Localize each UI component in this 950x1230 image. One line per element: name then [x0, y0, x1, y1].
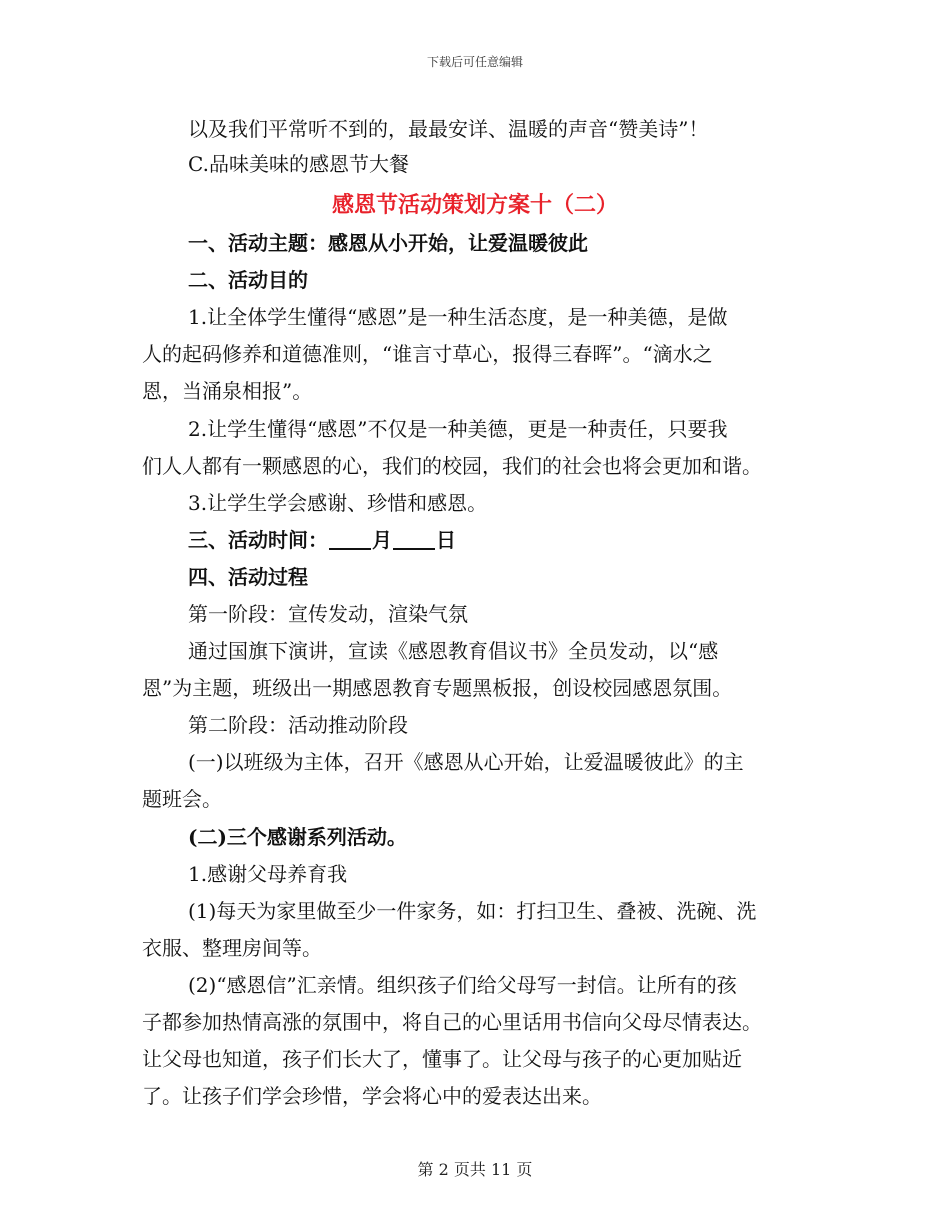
time-label: 三、活动时间：	[188, 528, 328, 552]
body-line: C.品味美味的感恩节大餐	[188, 152, 409, 176]
body-line: 了。让孩子们学会珍惜，学会将心中的爱表达出来。	[142, 1084, 602, 1108]
body-line: (一)以班级为主体，召开《感恩从心开始，让爱温暖彼此》的主	[188, 750, 744, 774]
heading-theme: 一、活动主题：感恩从小开始，让爱温暖彼此	[188, 231, 588, 255]
body-line: 1.让全体学生懂得“感恩”是一种生活态度，是一种美德，是做	[188, 305, 728, 329]
body-line: 通过国旗下演讲，宣读《感恩教育倡议书》全员发动，以“感	[188, 639, 719, 663]
heading-time	[188, 530, 456, 550]
section-title: 感恩节活动策划方案十（二）	[331, 192, 618, 218]
month-label: 月	[372, 528, 392, 552]
body-line: 们人人都有一颗感恩的心，我们的校园，我们的社会也将会更加和谐。	[142, 454, 762, 478]
body-line: 第二阶段：活动推动阶段	[188, 713, 408, 737]
body-line: 恩，当涌泉相报”。	[142, 379, 313, 403]
body-line: 子都参加热情高涨的氛围中，将自己的心里话用书信向父母尽情表达。	[142, 1010, 762, 1034]
heading-process: 四、活动过程	[188, 565, 308, 589]
day-label: 日	[436, 528, 456, 552]
day-blank	[393, 530, 435, 550]
body-line: 以及我们平常听不到的，最最安详、温暖的声音“赞美诗”！	[188, 117, 709, 141]
body-line: (2)“感恩信”汇亲情。组织孩子们给父母写一封信。让所有的孩	[188, 973, 737, 997]
body-line: 让父母也知道，孩子们长大了，懂事了。让父母与孩子的心更加贴近	[142, 1047, 742, 1071]
month-blank	[329, 530, 371, 550]
heading-purpose: 二、活动目的	[188, 268, 308, 292]
body-line: 3.让学生学会感谢、珍惜和感恩。	[188, 491, 488, 515]
body-line: 1.感谢父母养育我	[188, 862, 348, 886]
page-header: 下载后可任意编辑	[426, 55, 523, 69]
heading-thanks-series: (二)三个感谢系列活动。	[188, 825, 407, 849]
body-line: (1)每天为家里做至少一件家务，如：打扫卫生、叠被、洗碗、洗	[188, 899, 757, 923]
body-line: 题班会。	[142, 787, 222, 811]
body-line: 衣服、整理房间等。	[142, 936, 322, 960]
page-footer: 第 2 页共 11 页	[417, 1160, 533, 1179]
body-line: 恩”为主题，班级出一期感恩教育专题黑板报，创设校园感恩氛围。	[142, 676, 733, 700]
body-line: 人的起码修养和道德准则，“谁言寸草心，报得三春晖”。“滴水之	[142, 342, 713, 366]
body-line: 第一阶段：宣传发动，渲染气氛	[188, 602, 468, 626]
body-line: 2.让学生懂得“感恩”不仅是一种美德，更是一种责任，只要我	[188, 417, 728, 441]
